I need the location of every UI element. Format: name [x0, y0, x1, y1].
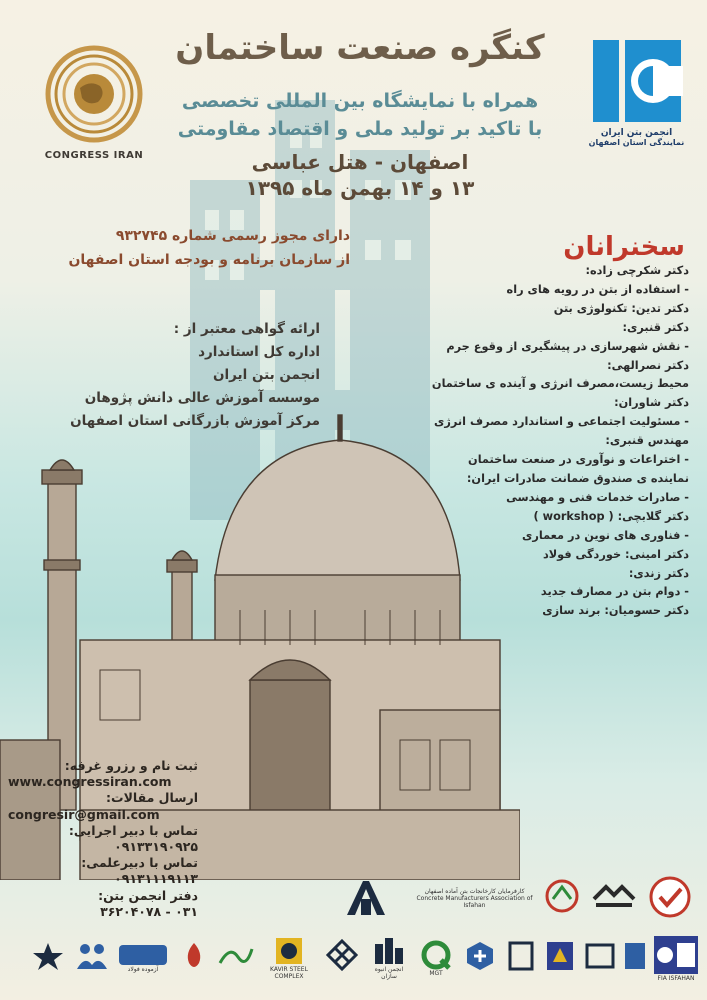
mgt-logo-icon — [416, 934, 456, 982]
standard-logo-icon — [620, 936, 650, 976]
builders-logo-icon — [366, 934, 412, 982]
permit-block — [30, 224, 350, 272]
register-label: ثبت نام و رزرو غرفه: — [64, 758, 198, 773]
sponsor-name: کارفرمایان کارخانجات بتن آماده اصفهان — [424, 887, 525, 895]
people-logo-icon — [72, 936, 112, 976]
sponsor-logos-row-2 — [20, 930, 700, 990]
permit-issuer: از سازمان برنامه و بودجه استان اصفهان — [68, 252, 350, 268]
aes-logo-icon — [582, 936, 618, 976]
congress-iran-caption: CONGRESS IRAN — [44, 150, 144, 161]
exec-secretary-label: تماس با دبیر اجرایی: — [68, 822, 198, 838]
azmoode-logo-icon — [116, 936, 170, 980]
exec-secretary-phone[interactable]: ۰۹۱۳۳۱۹۰۹۲۵ — [114, 839, 198, 855]
sponsor-name: MGT — [429, 969, 443, 977]
speaker-line: دکتر زندی: — [628, 566, 689, 580]
association-name: انجمن بتن ایران — [600, 128, 673, 138]
speaker-line: دکتر قنبری: — [622, 320, 689, 334]
sponsor-name-en: Concrete Manufacturers Association of Isfahan — [416, 894, 533, 909]
speaker-line: - دوام بتن در مصارف جدید — [540, 585, 689, 599]
scientific-secretary-phone[interactable]: ۰۹۱۳۱۱۱۹۱۱۳ — [114, 871, 198, 887]
speakers-heading: سخنرانان — [563, 232, 685, 262]
speaker-line: دکتر شکرچی زاده: — [585, 264, 689, 277]
star-logo-icon — [28, 936, 68, 976]
congress-iran-logo — [36, 44, 152, 161]
knot-logo-icon — [322, 934, 362, 976]
event-dates: ۱۳ و ۱۴ بهمن ماه ۱۳۹۵ — [245, 176, 475, 200]
speaker-line: دکتر حسومیان: برند سازی — [542, 604, 689, 618]
handshake-logo-icon — [590, 876, 638, 916]
page-title: کنگره صنعت ساختمان — [175, 28, 545, 68]
association-branch: نمایندگی استان اصفهان — [588, 138, 685, 147]
contact-block — [8, 758, 198, 920]
scientific-secretary-label: تماس با دبیرعلمی: — [81, 855, 198, 871]
hex-logo-icon — [460, 936, 500, 976]
venue-text: اصفهان - هتل عباسی — [251, 150, 469, 174]
email-link[interactable]: congresir@gmail.com — [8, 806, 160, 822]
speaker-line: دکتر امینی: خوردگی فولاد — [542, 547, 689, 561]
sponsor-name: آزموده فولاد — [127, 965, 159, 973]
globe-icon — [40, 44, 148, 144]
speaker-line: - استفاده از بتن در رویه های راه — [506, 282, 689, 296]
office-phone[interactable]: ۰۳۱ - ۳۶۲۰۴۰۷۸ — [100, 903, 198, 919]
ic-logo-icon — [591, 38, 683, 124]
speaker-line: مهندس قنبری: — [605, 434, 689, 448]
certificate-heading: ارائه گواهی معتبر از : — [173, 321, 320, 337]
calligraphy-logo-icon — [216, 936, 256, 976]
kavir-logo-icon — [260, 934, 318, 982]
sponsor-name: انجمن انبوه سازان — [374, 966, 404, 980]
sponsor-name: FIA ISFAHAN — [657, 974, 695, 982]
speaker-line: دکتر تدین: تکنولوژی بتن — [553, 301, 689, 315]
permit-number: دارای مجوز رسمی شماره ۹۳۲۷۴۵ — [115, 228, 350, 244]
speaker-line: - صادرات خدمات فنی و مهندسی — [506, 490, 689, 504]
speaker-line: دکتر گلابچی: ( workshop ) — [533, 509, 689, 523]
sponsor-name: KAVIR STEEL COMPLEX — [270, 966, 308, 980]
certificate-issuer: انجمن بتن ایران — [213, 367, 320, 383]
speaker-line: - اختراعات و نوآوری در صنعت ساختمان — [468, 453, 689, 467]
website-link[interactable]: www.congressiran.com — [8, 774, 172, 790]
subtitle-exhibition: همراه با نمایشگاه بین المللی تخصصی — [181, 90, 539, 112]
office-label: دفتر انجمن بتن: — [98, 887, 198, 903]
speaker-line: محیط زیست،مصرف انرژی و آینده ی ساختمان — [431, 377, 689, 391]
subtitle-emphasis: با تاکید بر تولید ملی و اقتصاد مقاومتی — [177, 118, 543, 140]
speaker-line: - فناوری های نوین در معماری — [522, 528, 689, 542]
speaker-line: نماینده ی صندوق ضمانت صادرات ایران: — [466, 471, 689, 485]
speaker-line: - نقش شهرسازی در پیشگیری از وقوع جرم — [446, 339, 689, 353]
doc-logo-icon — [504, 936, 538, 976]
speaker-line: - مسئولیت اجتماعی و استاندارد مصرف انرژی — [434, 415, 689, 429]
concrete-association-logo — [584, 38, 689, 147]
flame-logo-icon — [176, 936, 212, 976]
speaker-line: دکتر شاوران: — [614, 396, 689, 410]
iran-flag-logo-icon — [542, 876, 582, 916]
certificate-issuer: موسسه آموزش عالی دانش پژوهان — [84, 390, 320, 406]
university-logo-icon — [542, 936, 578, 976]
speaker-line: دکتر نصرالهی: — [607, 358, 689, 372]
certificate-issuer: مرکز آموزش بازرگانی استان اصفهان — [70, 413, 320, 429]
check-badge-icon — [646, 874, 694, 920]
fia-logo-icon — [652, 932, 700, 984]
certificate-issuer: اداره کل استاندارد — [198, 344, 320, 360]
articles-label: ارسال مقالات: — [106, 790, 198, 806]
abad-logo-icon — [340, 872, 395, 920]
sponsor-logos-row-1 — [340, 872, 700, 922]
cma-logo-icon — [412, 878, 537, 918]
